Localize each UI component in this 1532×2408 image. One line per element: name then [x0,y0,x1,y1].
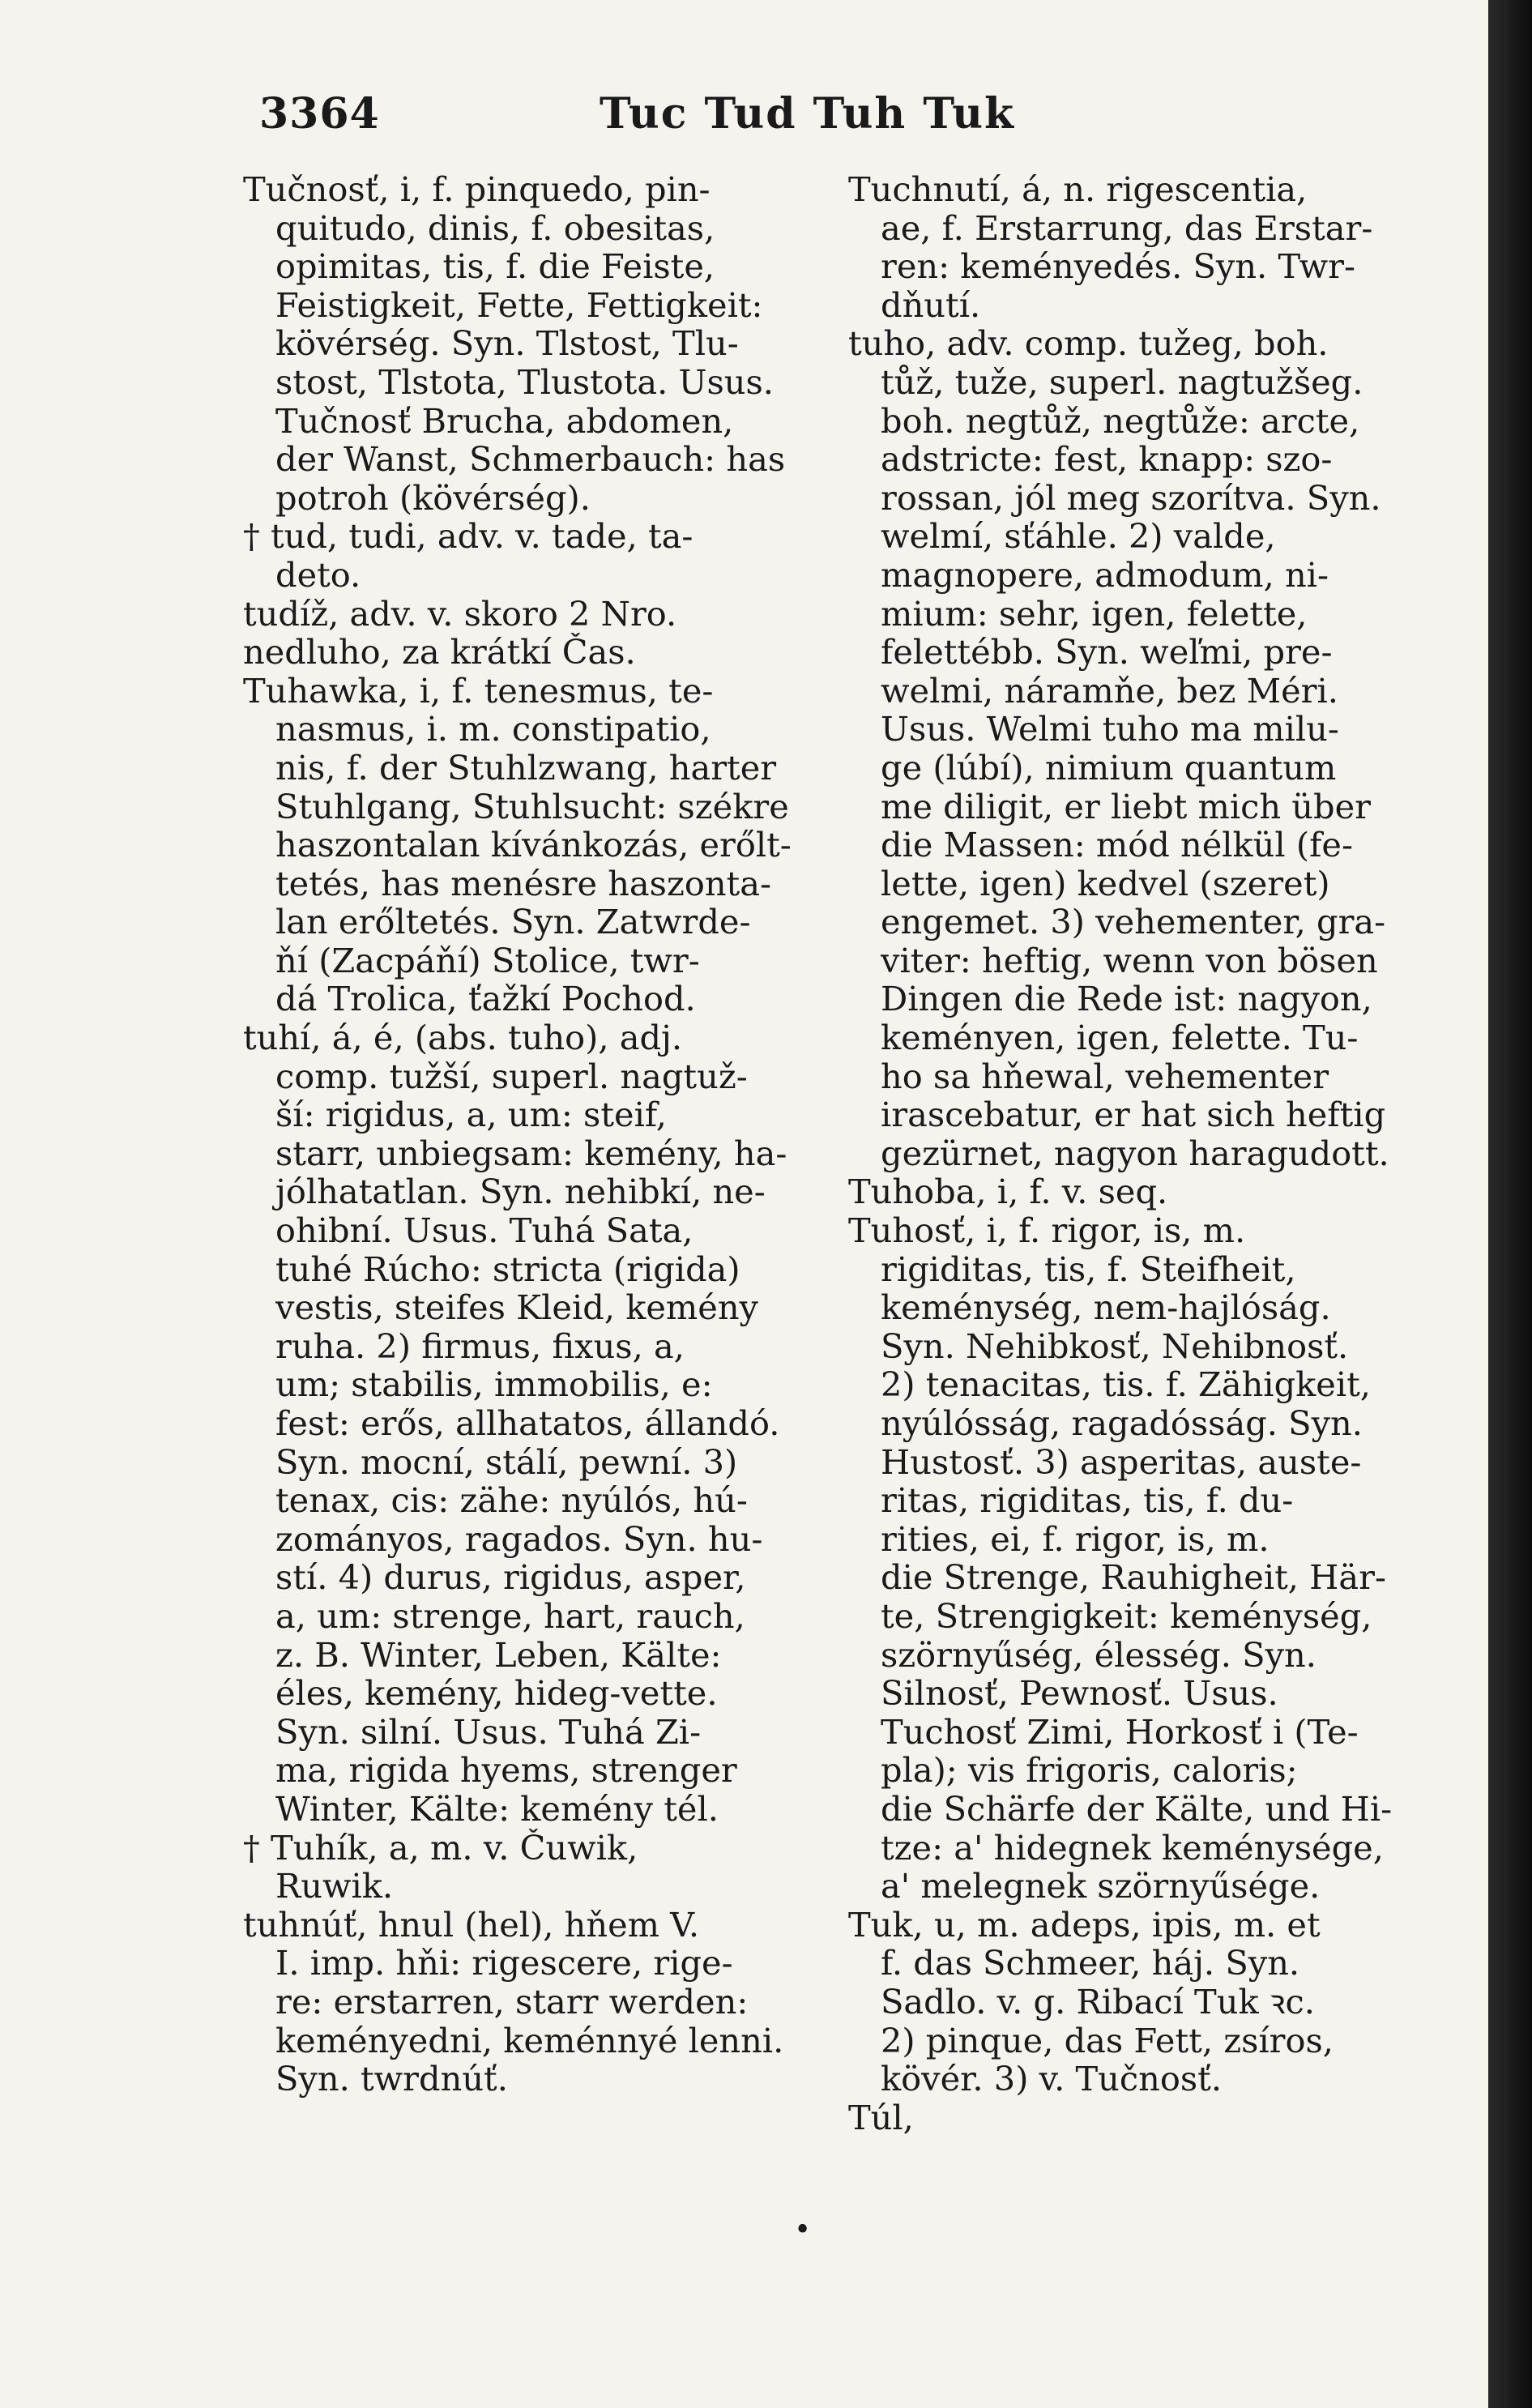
left-column-line: nedluho, za krátkí Čas. [243,633,636,672]
left-column-line: Syn. twrdnúť. [275,2060,508,2098]
right-column-line: die Massen: mód nélkül (fe- [881,826,1354,865]
left-column-line: Feistigkeit, Fette, Fettigkeit: [275,285,763,325]
left-column-line: z. B. Winter, Leben, Kälte: [275,1635,722,1675]
left-column-line: dá Trolica, ťažkí Pochod. [275,980,696,1019]
right-column-line: rossan, jól meg szorítva. Syn. [881,478,1381,518]
right-column-line: a' melegnek szörnyűsége. [881,1867,1321,1906]
right-column-line: tze: a' hidegnek keménysége, [881,1828,1384,1868]
left-column-line: éles, kemény, hideg-vette. [275,1674,718,1713]
right-column-line: te, Strengigkeit: keménység, [881,1596,1372,1636]
left-column-line: ší: rigidus, a, um: steif, [275,1095,667,1134]
right-column-line: tuho, adv. comp. tužeg, boh. [848,324,1329,363]
left-column-line: comp. tužší, superl. nagtuž- [275,1057,748,1096]
right-column-line: f. das Schmeer, háj. Syn. [881,1944,1300,1983]
page-number: 3364 [259,89,380,139]
right-column-line: viter: heftig, wenn von bösen [881,941,1378,980]
left-column-line: Tučnosť, i, f. pinquedo, pin- [243,170,711,209]
right-column-line: welmi, náramňe, bez Méri. [881,671,1338,711]
right-column-line: lette, igen) kedvel (szeret) [881,864,1330,903]
right-column-line: keménység, nem-hajlóság. [881,1288,1331,1327]
left-column-line: deto. [275,555,361,595]
left-column-line: vestis, steifes Kleid, kemény [275,1288,758,1327]
left-column-line: ohibní. Usus. Tuhá Sata, [275,1211,693,1250]
left-column-line: starr, unbiegsam: kemény, ha- [275,1134,787,1173]
right-column-line: rities, ei, f. rigor, is, m. [881,1519,1270,1559]
page-header [259,89,1426,154]
right-column-line: ren: keményedés. Syn. Twr- [881,247,1356,286]
right-column-line: Usus. Welmi tuho ma milu- [881,710,1339,749]
page-edge [1488,0,1532,2408]
right-column-line: Silnosť, Pewnosť. Usus. [881,1674,1278,1713]
right-column-line: felettébb. Syn. weľmi, pre- [881,633,1333,672]
right-column-line: die Strenge, Rauhigheit, Här- [881,1558,1386,1597]
right-column-line: mium: sehr, igen, felette, [881,594,1308,634]
left-column-line: Tučnosť Brucha, abdomen, [275,401,734,441]
right-column-line: rigiditas, tis, f. Steifheit, [881,1249,1296,1289]
right-column-line: die Schärfe der Kälte, und Hi- [881,1789,1393,1829]
left-column-line: ruha. 2) firmus, fixus, a, [275,1326,685,1366]
right-column-line: dňutí. [881,285,981,325]
left-column-line: zományos, ragados. Syn. hu- [275,1519,763,1559]
left-column-line: jólhatatlan. Syn. nehibkí, ne- [275,1172,766,1212]
right-column-line: irascebatur, er hat sich heftig [881,1095,1386,1134]
right-column-line: magnopere, admodum, ni- [881,555,1329,595]
right-column-line: ae, f. Erstarrung, das Erstar- [881,208,1373,248]
right-column-line: me diligit, er liebt mich über [881,787,1371,826]
right-column-line: nyúlósság, ragadósság. Syn. [881,1404,1363,1443]
right-column-line: welmí, sťáhle. 2) valde, [881,517,1276,556]
right-column-line: tůž, tuže, superl. nagtužšeg. [881,362,1363,402]
right-column-line: boh. negtůž, negtůže: arcte, [881,401,1360,441]
left-column-line: I. imp. hňi: rigescere, rige- [275,1944,733,1983]
left-column-line: opimitas, tis, f. die Feiste, [275,247,715,286]
right-column-line: 2) tenacitas, tis. f. Zähigkeit, [881,1365,1371,1404]
left-column-line: † Tuhík, a, m. v. Čuwik, [243,1828,638,1868]
left-column-line: tetés, has menésre haszonta- [275,864,771,903]
right-column-line: Túl, [848,2098,914,2137]
right-column-line: keményen, igen, felette. Tu- [881,1018,1359,1057]
left-column-line: potroh (kövérség). [275,478,591,518]
left-column-line: um; stabilis, immobilis, e: [275,1365,713,1404]
left-column-line: Ruwik. [275,1867,394,1906]
right-column [848,170,1432,2137]
left-column-line: Tuhawka, i, f. tenesmus, te- [243,671,714,711]
left-column-line: stí. 4) durus, rigidus, asper, [275,1558,746,1597]
right-column-line: Sadlo. v. g. Ribací Tuk ꝛc. [881,1982,1315,2022]
right-column-line: Syn. Nehibkosť, Nehibnosť. [881,1326,1349,1366]
right-column-line: Tuchnutí, á, n. rigescentia, [848,170,1308,209]
right-column-line: ritas, rigiditas, tis, f. du- [881,1481,1294,1520]
left-column-line: der Wanst, Schmerbauch: has [275,440,786,479]
left-column-line: tuhé Rúcho: stricta (rigida) [275,1249,740,1289]
left-column-line: nis, f. der Stuhlzwang, harter [275,748,777,788]
right-column-line: gezürnet, nagyon haragudott. [881,1134,1389,1173]
right-column-line: Hustosť. 3) asperitas, auste- [881,1442,1362,1482]
left-column-line: Syn. mocní, stálí, pewní. 3) [275,1442,738,1482]
right-column-line: Tuhoba, i, f. v. seq. [848,1172,1168,1212]
left-column [243,170,818,2098]
left-column-line: stost, Tlstota, Tlustota. Usus. [275,362,774,402]
left-column-line: tenax, cis: zähe: nyúlós, hú- [275,1481,748,1520]
left-column-line: ňí (Zacpáňí) Stolice, twr- [275,941,700,980]
right-column-line: 2) pinque, das Fett, zsíros, [881,2021,1334,2060]
right-column-line: pla); vis frigoris, caloris; [881,1751,1298,1790]
footer-mark: • [794,2214,812,2247]
left-column-line: kövérség. Syn. Tlstost, Tlu- [275,324,739,363]
right-column-line: ho sa hňewal, vehementer [881,1057,1329,1096]
left-column-line: fest: erős, allhatatos, állandó. [275,1404,780,1443]
left-column-line: quitudo, dinis, f. obesitas, [275,208,715,248]
left-column-line: tuhnúť, hnul (hel), hňem V. [243,1905,700,1945]
left-column-line: † tud, tudi, adv. v. tade, ta- [243,517,693,556]
right-column-line: szörnyűség, élesség. Syn. [881,1635,1316,1675]
left-column-line: keményedni, keménnyé lenni. [275,2021,784,2060]
right-column-line: kövér. 3) v. Tučnosť. [881,2060,1223,2098]
right-column-line: adstricte: fest, knapp: szo- [881,440,1333,479]
left-column-line: haszontalan kívánkozás, erőlt- [275,826,792,865]
left-column-line: tudíž, adv. v. skoro 2 Nro. [243,594,677,634]
left-column-line: Stuhlgang, Stuhlsucht: székre [275,787,789,826]
left-column-line: nasmus, i. m. constipatio, [275,710,711,749]
left-column-line: lan erőltetés. Syn. Zatwrde- [275,903,751,941]
right-column-line: Tuchosť Zimi, Horkosť i (Te- [881,1712,1359,1752]
right-column-line: Tuk, u, m. adeps, ipis, m. et [848,1905,1321,1945]
left-column-line: Syn. silní. Usus. Tuhá Zi- [275,1712,702,1752]
left-column-line: re: erstarren, starr werden: [275,1982,749,2022]
page-edge-line [1504,0,1507,2408]
left-column-line: tuhí, á, é, (abs. tuho), adj. [243,1018,683,1057]
right-column-line: ge (lúbí), nimium quantum [881,748,1337,788]
right-column-line: engemet. 3) vehementer, gra- [881,903,1386,941]
left-column-line: ma, rigida hyems, strenger [275,1751,737,1790]
right-column-line: Dingen die Rede ist: nagyon, [881,980,1372,1019]
running-head: Tuc Tud Tuh Tuk [600,89,1016,139]
right-column-line: Tuhosť, i, f. rigor, is, m. [848,1211,1246,1250]
left-column-line: a, um: strenge, hart, rauch, [275,1596,745,1636]
left-column-line: Winter, Kälte: kemény tél. [275,1789,719,1829]
